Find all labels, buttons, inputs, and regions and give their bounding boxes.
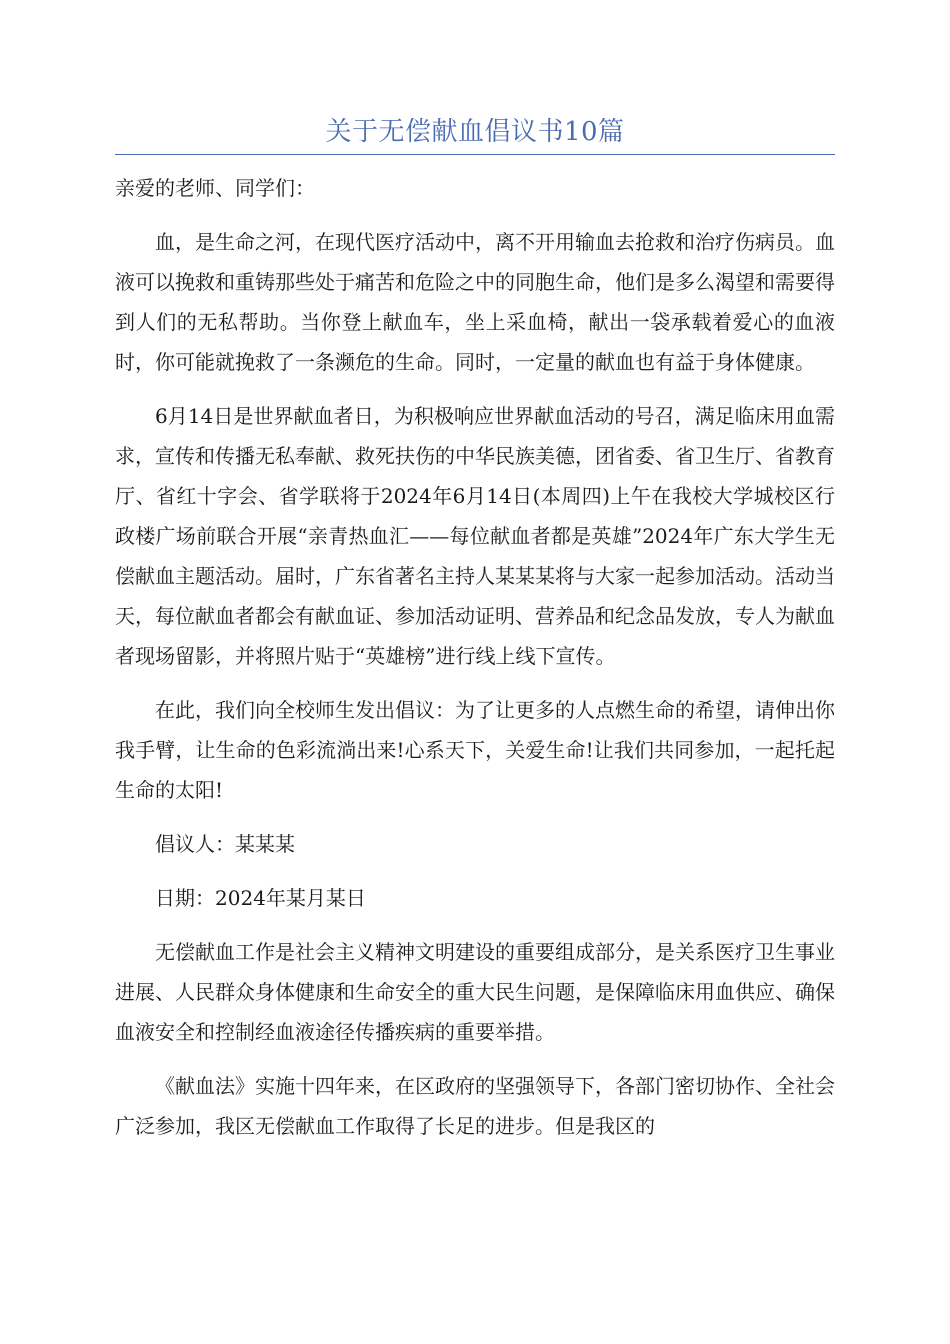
document-title: 关于无偿献血倡议书10篇 <box>325 117 625 147</box>
proposer-line: 倡议人：某某某 <box>155 832 295 856</box>
paragraph-5: 《献血法》实施十四年来，在区政府的坚强领导下，各部门密切协作、全社会广泛参加，我区无偿献血工作取得了长足的进步。但是我区的 <box>115 1074 835 1138</box>
title-underline <box>115 154 835 155</box>
paragraph-3: 在此，我们向全校师生发出倡议：为了让更多的人点燃生命的希望，请伸出你我手臂，让生命的色彩流淌出来!心系天下，关爱生命!让我们共同参加，一起托起生命的太阳! <box>115 698 835 802</box>
date-line: 日期：2024年某月某日 <box>155 886 366 910</box>
greeting: 亲爱的老师、同学们： <box>115 176 315 200</box>
paragraph-4: 无偿献血工作是社会主义精神文明建设的重要组成部分，是关系医疗卫生事业进展、人民群众身体健康和生命安全的重大民生问题，是保障临床用血供应、确保血液安全和控制经血液途径传播疾病的重要举措。 <box>115 940 835 1044</box>
paragraph-2: 6月14日是世界献血者日，为积极响应世界献血活动的号召，满足临床用血需求，宣传和传播无私奉献、救死扶伤的中华民族美德，团省委、省卫生厅、省教育厅、省红十字会、省学联将于2024年6月14日(本周四)上午在我校大学城校区行政楼广场前联合开展“亲青热血汇——每位献血者都是英雄”2024年广东大学生无偿献血主题活动。届时，广东省著名主持人某某某将与大家一起参加活动。活动当天，每位献血者都会有献血证、参加活动证明、营养品和纪念品发放，专人为献血者现场留影，并将照片贴于“英雄榜”进行线上线下宣传。 <box>115 404 835 668</box>
paragraph-1: 血，是生命之河，在现代医疗活动中，离不开用输血去抢救和治疗伤病员。血液可以挽救和重铸那些处于痛苦和危险之中的同胞生命，他们是多么渴望和需要得到人们的无私帮助。当你登上献血车，坐上采血椅，献出一袋承载着爱心的血液时，你可能就挽救了一条濒危的生命。同时，一定量的献血也有益于身体健康。 <box>115 230 835 374</box>
document-body <box>115 168 835 1146</box>
